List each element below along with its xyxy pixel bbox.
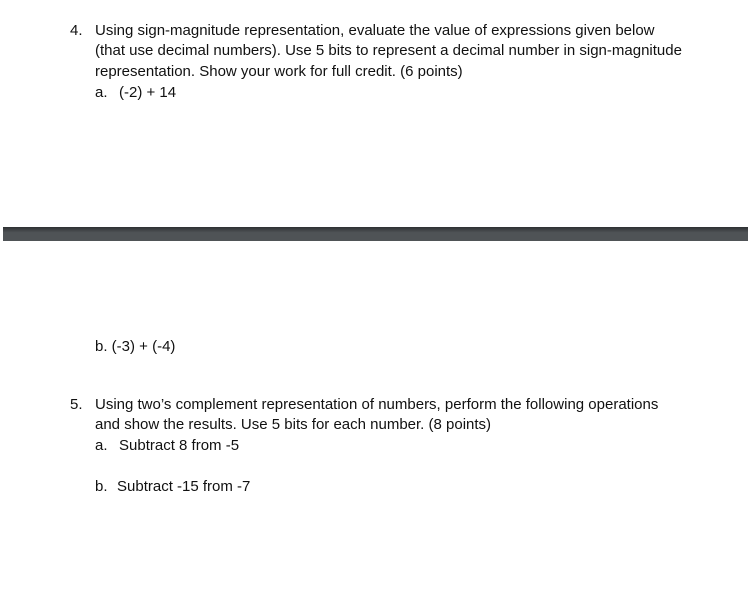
question-text-line: representation. Show your work for full credit. (6 points) [95,63,463,80]
question-text-line: Using sign-magnitude representation, evaluate the value of expressions given below [95,22,655,39]
question-number: 5. [70,396,83,413]
page-divider [3,227,748,241]
question-text-line: (that use decimal numbers). Use 5 bits to represent a decimal number in sign-magnitude [95,42,682,59]
question-number: 4. [70,22,83,39]
question-text-line: Using two’s complement representation of numbers, perform the following operations [95,396,659,413]
subpart-b-text: b. (-3) + (-4) [95,338,176,355]
subpart-marker: a. [95,84,108,101]
subpart-marker: a. [95,437,108,454]
subpart-marker: b. [95,478,108,495]
question-text-line: and show the results. Use 5 bits for each number. (8 points) [95,416,492,433]
subpart-b-text: Subtract -15 from -7 [117,478,251,495]
subpart-a-text: (-2) + 14 [119,84,177,101]
subpart-a-text: Subtract 8 from -5 [119,437,240,454]
